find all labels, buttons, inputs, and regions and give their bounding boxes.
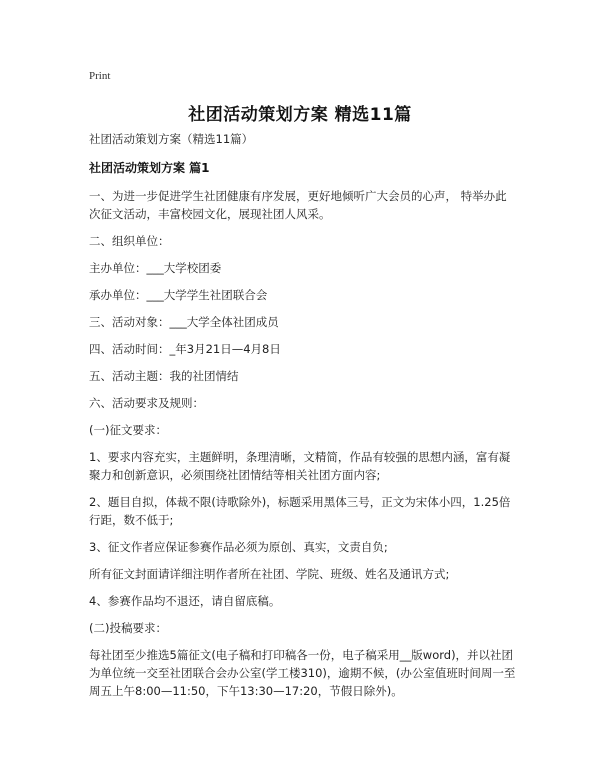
paragraph: 所有征文封面请详细注明作者所在社团、学院、班级、姓名及通讯方式;	[89, 567, 450, 581]
paragraph: 一、为进一步促进学生社团健康有序发展，更好地倾听广大会员的心声， 特举办此次征文活动，丰富校园文化，展现社团人风采。	[89, 189, 507, 221]
paragraph: 主办单位：___大学校团委	[89, 261, 222, 275]
paragraph: 2、题目自拟，体裁不限(诗歌除外)，标题采用黑体三号，正文为宋体小四，1.25倍行距，数不低于;	[89, 495, 511, 527]
paragraph: 二、组织单位：	[89, 234, 170, 248]
paragraph: 承办单位：___大学学生社团联合会	[89, 288, 268, 302]
paragraph: 四、活动时间：_年3月21日—4月8日	[89, 342, 281, 356]
paragraph: 每社团至少推选5篇征文(电子稿和打印稿各一份，电子稿采用__版word)，并以社团为单位统一交至社团联合会办公室(学工楼310)，逾期不候，(办公室值班时间周一至周五上午8:00—11:50，下午13:30—17:20，节假日除外)。	[89, 648, 516, 698]
section-heading: 社团活动策划方案 篇1	[89, 161, 210, 175]
document-subtitle: 社团活动策划方案（精选11篇）	[89, 132, 254, 146]
paragraph: 4、参赛作品均不退还，请自留底稿。	[89, 594, 281, 608]
paragraph: 3、征文作者应保证参赛作品必须为原创、真实，文责自负;	[89, 540, 388, 554]
paragraph: 六、活动要求及规则：	[89, 396, 204, 410]
page-title: 社团活动策划方案 精选11篇	[188, 105, 412, 125]
paragraph: 三、活动对象：___大学全体社团成员	[89, 315, 279, 329]
paragraph: 五、活动主题：我的社团情结	[89, 369, 239, 383]
document-body	[89, 130, 517, 709]
paragraph: (一)征文要求：	[89, 423, 167, 437]
print-label: Print	[89, 70, 111, 82]
paragraph: 1、要求内容充实，主题鲜明，条理清晰，文精简，作品有较强的思想内涵，富有凝聚力和创新意识，必须围绕社团情结等相关社团方面内容;	[89, 450, 511, 482]
paragraph: (二)投稿要求：	[89, 621, 167, 635]
